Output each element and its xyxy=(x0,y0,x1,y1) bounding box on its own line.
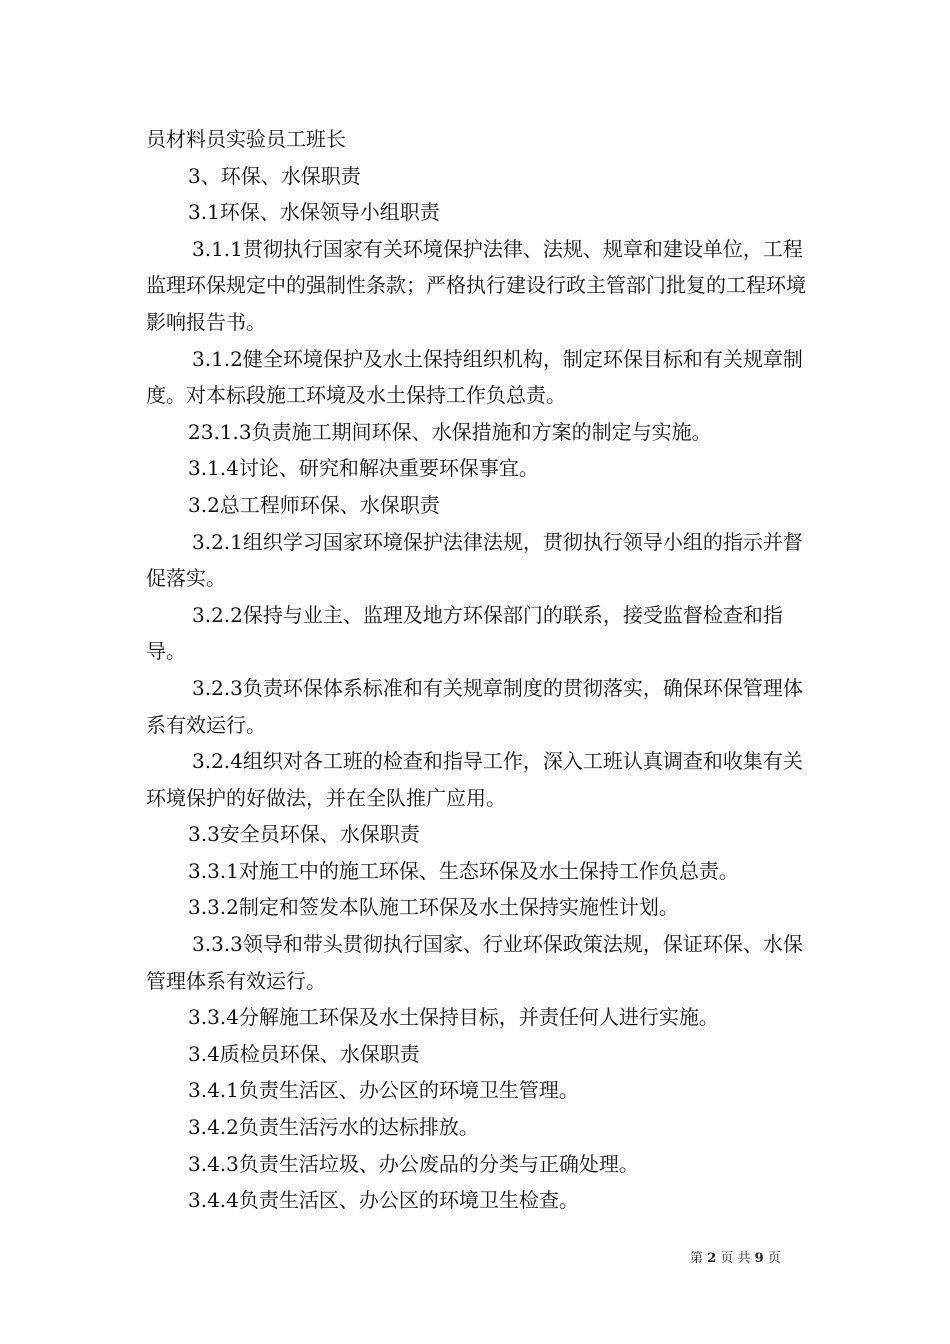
paragraph-3-4-1: 3.4.1负责生活区、办公区的环境卫生管理。 xyxy=(188,1078,579,1103)
footer-total-pages: 9 xyxy=(754,1251,764,1266)
paragraph-1: 员材料员实验员工班长 xyxy=(146,127,346,151)
paragraph-3-3-1: 3.3.1对施工中的施工环保、生态环保及水土保持工作负总责。 xyxy=(188,858,739,883)
paragraph-3-2-1: 3.2.1组织学习国家环境保护法律法规，贯彻执行领导小组的指示并督促落实。 xyxy=(146,529,803,591)
heading-3-4: 3.4质检员环保、水保职责 xyxy=(188,1041,420,1066)
paragraph-3-2-3: 3.2.3负责环保体系标准和有关规章制度的贯彻落实，确保环保管理体系有效运行。 xyxy=(146,675,803,737)
page-number-footer xyxy=(690,1250,830,1268)
footer-suffix: 页 xyxy=(767,1251,781,1266)
paragraph-3-4-3: 3.4.3负责生活垃圾、办公废品的分类与正确处理。 xyxy=(188,1151,639,1176)
heading-3-2: 3.2总工程师环保、水保职责 xyxy=(188,492,440,517)
paragraph-3-3-2: 3.3.2制定和签发本队施工环保及水土保持实施性计划。 xyxy=(188,895,679,920)
paragraph-3-3-3: 3.3.3领导和带头贯彻执行国家、行业环保政策法规，保证环保、水保管理体系有效运行。 xyxy=(146,932,803,993)
footer-middle: 页 共 xyxy=(720,1251,751,1266)
paragraph-3-1-4: 3.1.4讨论、研究和解决重要环保事宜。 xyxy=(188,456,539,481)
document-body xyxy=(146,121,810,1219)
paragraph-3-1-2: 3.1.2健全环境保护及水土保持组织机构，制定环保目标和有关规章制度。对本标段施工环境及水土保持工作负总责。 xyxy=(146,346,803,408)
paragraph-3-4-2: 3.4.2负责生活污水的达标排放。 xyxy=(188,1115,479,1140)
paragraph-3-4-4: 3.4.4负责生活区、办公区的环境卫生检查。 xyxy=(188,1188,579,1213)
footer-current-page: 2 xyxy=(707,1251,717,1266)
paragraph-3-1-3: 23.1.3负责施工期间环保、水保措施和方案的制定与实施。 xyxy=(188,419,712,444)
paragraph-3-1-1: 3.1.1贯彻执行国家有关环境保护法律、法规、规章和建设单位，工程监理环保规定中的强制性条款；严格执行建设行政主管部门批复的工程环境影响报告书。 xyxy=(146,236,806,334)
heading-3-3: 3.3安全员环保、水保职责 xyxy=(188,822,420,847)
heading-3-1: 3.1环保、水保领导小组职责 xyxy=(188,200,440,225)
heading-section-3: 3、环保、水保职责 xyxy=(188,163,361,188)
paragraph-3-2-4: 3.2.4组织对各工班的检查和指导工作，深入工班认真调查和收集有关环境保护的好做法，并在全队推广应用。 xyxy=(146,749,803,810)
paragraph-3-3-4: 3.3.4分解施工环保及水土保持目标，并责任何人进行实施。 xyxy=(188,1005,719,1030)
footer-prefix: 第 xyxy=(690,1251,704,1266)
paragraph-3-2-2: 3.2.2保持与业主、监理及地方环保部门的联系，接受监督检查和指导。 xyxy=(146,602,783,664)
